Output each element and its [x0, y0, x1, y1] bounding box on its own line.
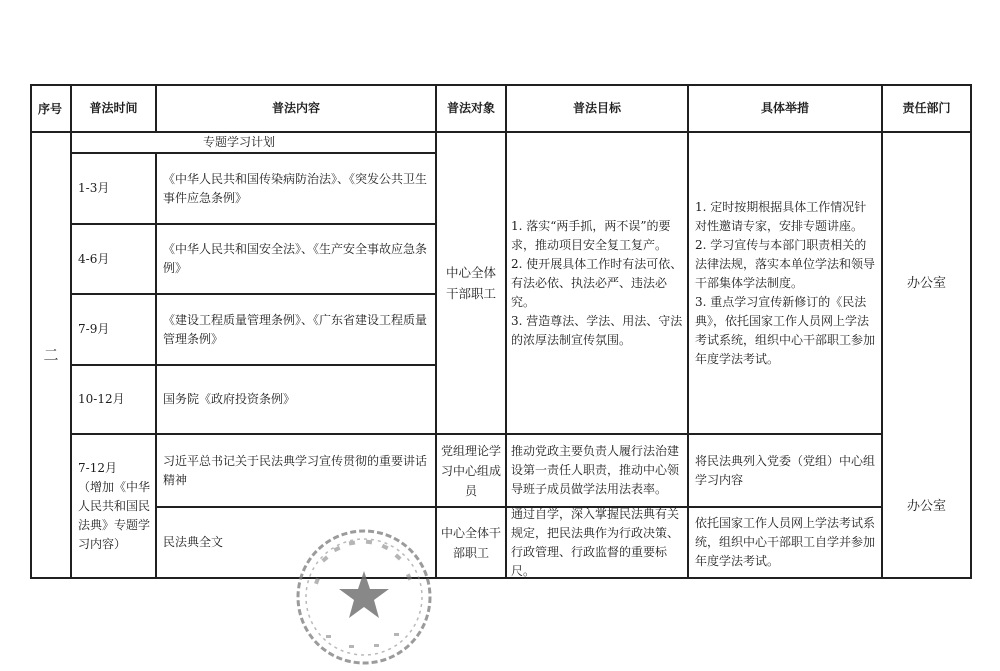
- table-line: [70, 84, 72, 579]
- header-dept: 责任部门: [902, 101, 951, 115]
- table-line: [687, 84, 689, 579]
- plan-measures: 1. 定时按期根据具体工作情况针对性邀请专家，安排专题讲座。 2. 学习宣传与本部门职责相关的法律法规，落实本单位学法和领导干部集体学法制度。 3. 重点学习宣传新修订的《民法典》，依托国家工作人员网上学法考试系统，组织中心干部职工参加年度学法考试。: [695, 199, 876, 366]
- civil-row-measures: 依托国家工作人员网上学法考试系统，组织中心干部职工自学并参加年度学法考试。: [695, 516, 876, 568]
- civil-row-content: 民法典全文: [163, 535, 224, 549]
- header-target: 普法对象: [446, 101, 495, 115]
- civil-row-content: 习近平总书记关于民法典学习宣传贯彻的重要讲话精神: [163, 453, 428, 487]
- header-content: 普法内容: [271, 101, 320, 115]
- table-line: [30, 577, 972, 579]
- civil-time: 7-12月 （增加《中华人民共和国民法典》专题学习内容）: [78, 460, 151, 551]
- plan-row-content: 《建设工程质量管理条例》、《广东省建设工程质量管理条例》: [163, 312, 428, 346]
- header-time: 普法时间: [89, 101, 138, 115]
- plan-row-time: 7-9月: [78, 322, 110, 336]
- plan-target: 中心全体干部职工: [445, 265, 496, 301]
- civil-row-goal: 推动党政主要负责人履行法治建设第一责任人职责，推动中心领导班子成员做学法用法表率。: [511, 444, 680, 496]
- plan-row-time: 10-12月: [78, 392, 125, 406]
- official-seal-stamp: [294, 527, 434, 667]
- plan-title: 专题学习计划: [202, 135, 275, 149]
- plan-goal: 1. 落实“两手抓，两不误”的要求，推动项目安全复工复产。 2. 使开展具体工作时有法可依、有法必依、执法必严、违法必究。 3. 营造尊法、学法、用法、守法的浓厚法制宣传氛围。: [511, 218, 683, 347]
- plan-row-content: 《中华人民共和国传染病防治法》、《突发公共卫生事件应急条例》: [163, 171, 428, 205]
- civil-row-goal: 通过自学，深入掌握民法典有关规定，把民法典作为行政决策、行政管理、行政监督的重要标尺。: [511, 506, 680, 578]
- civil-dept: 办公室: [906, 498, 946, 514]
- civil-row-target: 党组理论学习中心组成员: [441, 443, 502, 498]
- header-measures: 具体举措: [760, 101, 809, 115]
- plan-row-time: 1-3月: [78, 181, 110, 195]
- table-line: [505, 84, 507, 579]
- table-line: [970, 84, 972, 579]
- table-line: [155, 152, 157, 578]
- plan-dept: 办公室: [906, 275, 946, 291]
- plan-row-content: 国务院《政府投资条例》: [163, 392, 296, 406]
- plan-row-time: 4-6月: [78, 251, 110, 266]
- table-line: [435, 84, 437, 579]
- civil-row-measures: 将民法典列入党委（党组）中心组学习内容: [695, 453, 876, 487]
- section-number: 二: [43, 345, 59, 364]
- header-seq: 序号: [37, 101, 62, 116]
- plan-row-content: 《中华人民共和国安全法》、《生产安全事故应急条例》: [163, 242, 428, 275]
- header-goal: 普法目标: [572, 101, 621, 115]
- civil-row-target: 中心全体干部职工: [441, 525, 502, 560]
